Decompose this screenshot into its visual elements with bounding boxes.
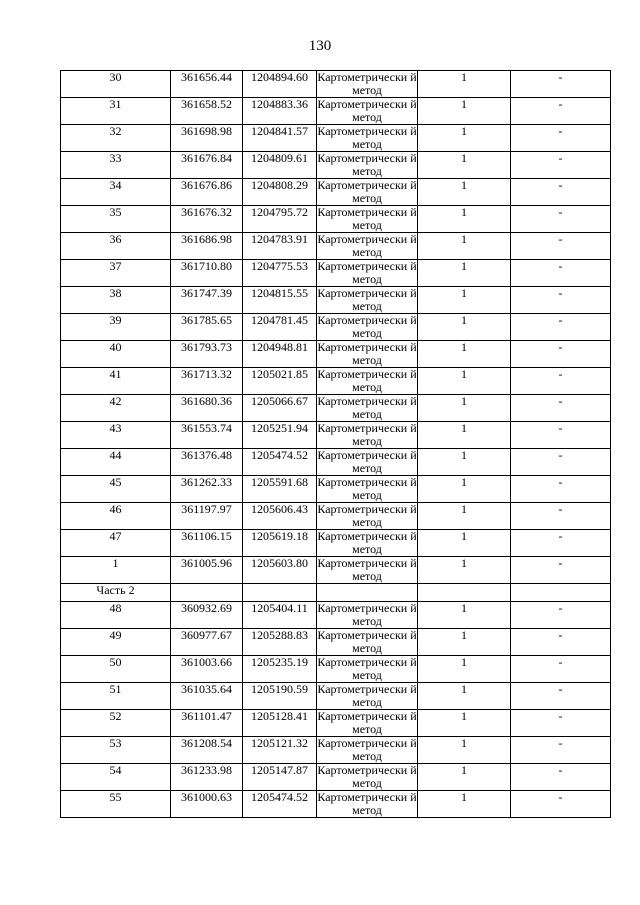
method-cell: Картометрически й метод xyxy=(317,628,417,655)
point-number-cell: 55 xyxy=(61,791,171,818)
x-coordinate-cell: 361376.48 xyxy=(171,449,243,476)
x-coordinate-cell: 361003.66 xyxy=(171,656,243,683)
y-coordinate-cell: 1204815.55 xyxy=(243,287,317,314)
note-cell: - xyxy=(511,656,611,683)
table-row xyxy=(61,737,611,764)
point-number-cell: 49 xyxy=(61,629,171,656)
accuracy-cell: 1 xyxy=(418,503,511,530)
x-coordinate-cell: 361713.32 xyxy=(171,368,243,395)
y-coordinate-cell: 1204808.29 xyxy=(243,179,317,206)
table-row xyxy=(61,530,611,557)
accuracy-cell: 1 xyxy=(418,557,511,584)
note-cell: - xyxy=(511,503,611,530)
point-number-cell: 51 xyxy=(61,683,171,710)
y-coordinate-cell: 1204841.57 xyxy=(243,125,317,152)
method-cell: Картометрически й метод xyxy=(317,448,417,475)
method-cell: Картометрически й метод xyxy=(317,124,417,151)
accuracy-cell: 1 xyxy=(418,125,511,152)
point-number-cell: 39 xyxy=(61,314,171,341)
point-number-cell: 38 xyxy=(61,287,171,314)
note-cell: - xyxy=(511,71,611,98)
y-coordinate-cell: 1204783.91 xyxy=(243,233,317,260)
table-row xyxy=(61,557,611,584)
y-coordinate-cell: 1205251.94 xyxy=(243,422,317,449)
coordinates-table xyxy=(60,70,611,818)
accuracy-cell: 1 xyxy=(418,368,511,395)
table-row xyxy=(61,206,611,233)
note-cell: - xyxy=(511,530,611,557)
note-cell: - xyxy=(511,260,611,287)
note-cell: - xyxy=(511,206,611,233)
point-number-cell: 37 xyxy=(61,260,171,287)
point-number-cell: 41 xyxy=(61,368,171,395)
point-number-cell: 32 xyxy=(61,125,171,152)
note-cell: - xyxy=(511,341,611,368)
note-cell: - xyxy=(511,683,611,710)
accuracy-cell: 1 xyxy=(418,683,511,710)
table-row xyxy=(61,449,611,476)
accuracy-cell: 1 xyxy=(418,449,511,476)
point-number-cell: 53 xyxy=(61,737,171,764)
x-coordinate-cell: 361656.44 xyxy=(171,71,243,98)
y-coordinate-cell: 1205288.83 xyxy=(243,629,317,656)
table-row xyxy=(61,422,611,449)
y-coordinate-cell: 1204894.60 xyxy=(243,71,317,98)
point-number-cell: 40 xyxy=(61,341,171,368)
point-number-cell: 42 xyxy=(61,395,171,422)
note-cell: - xyxy=(511,449,611,476)
table-row xyxy=(61,98,611,125)
table-row xyxy=(61,503,611,530)
accuracy-cell: 1 xyxy=(418,656,511,683)
method-cell: Картометрически й метод xyxy=(317,601,417,628)
table-row xyxy=(61,71,611,98)
x-coordinate-cell: 361000.63 xyxy=(171,791,243,818)
table-row xyxy=(61,179,611,206)
point-number-cell: 54 xyxy=(61,764,171,791)
method-cell: Картометрически й метод xyxy=(317,790,417,817)
method-cell: Картометрически й метод xyxy=(317,151,417,178)
y-coordinate-cell: 1205128.41 xyxy=(243,710,317,737)
accuracy-cell: 1 xyxy=(418,476,511,503)
y-coordinate-cell: 1204795.72 xyxy=(243,206,317,233)
accuracy-cell: 1 xyxy=(418,602,511,629)
method-cell: Картометрически й метод xyxy=(317,709,417,736)
empty-cell xyxy=(418,584,511,602)
accuracy-cell: 1 xyxy=(418,152,511,179)
point-number-cell: 45 xyxy=(61,476,171,503)
table-row xyxy=(61,287,611,314)
table-row xyxy=(61,314,611,341)
note-cell: - xyxy=(511,152,611,179)
y-coordinate-cell: 1205474.52 xyxy=(243,449,317,476)
note-cell: - xyxy=(511,98,611,125)
point-number-cell: 48 xyxy=(61,602,171,629)
x-coordinate-cell: 361005.96 xyxy=(171,557,243,584)
point-number-cell: 43 xyxy=(61,422,171,449)
x-coordinate-cell: 361208.54 xyxy=(171,737,243,764)
x-coordinate-cell: 361197.97 xyxy=(171,503,243,530)
method-cell: Картометрически й метод xyxy=(317,178,417,205)
accuracy-cell: 1 xyxy=(418,422,511,449)
method-cell: Картометрически й метод xyxy=(317,421,417,448)
note-cell: - xyxy=(511,710,611,737)
x-coordinate-cell: 361793.73 xyxy=(171,341,243,368)
x-coordinate-cell: 361658.52 xyxy=(171,98,243,125)
method-cell: Картометрически й метод xyxy=(317,340,417,367)
x-coordinate-cell: 361676.86 xyxy=(171,179,243,206)
empty-cell xyxy=(171,584,243,602)
point-number-cell: 33 xyxy=(61,152,171,179)
point-number-cell: 35 xyxy=(61,206,171,233)
x-coordinate-cell: 361233.98 xyxy=(171,764,243,791)
x-coordinate-cell: 361686.98 xyxy=(171,233,243,260)
y-coordinate-cell: 1205619.18 xyxy=(243,530,317,557)
table-row xyxy=(61,656,611,683)
point-number-cell: 34 xyxy=(61,179,171,206)
accuracy-cell: 1 xyxy=(418,341,511,368)
section-label: Часть 2 xyxy=(61,584,171,602)
method-cell: Картометрически й метод xyxy=(317,475,417,502)
x-coordinate-cell: 361106.15 xyxy=(171,530,243,557)
method-cell: Картометрически й метод xyxy=(317,655,417,682)
table-row xyxy=(61,629,611,656)
table-row xyxy=(61,341,611,368)
x-coordinate-cell: 361747.39 xyxy=(171,287,243,314)
note-cell: - xyxy=(511,314,611,341)
point-number-cell: 1 xyxy=(61,557,171,584)
x-coordinate-cell: 361101.47 xyxy=(171,710,243,737)
method-cell: Картометрически й метод xyxy=(317,97,417,124)
y-coordinate-cell: 1204883.36 xyxy=(243,98,317,125)
method-cell: Картометрически й метод xyxy=(317,70,417,97)
page-number: 130 xyxy=(308,38,332,54)
accuracy-cell: 1 xyxy=(418,395,511,422)
accuracy-cell: 1 xyxy=(418,233,511,260)
table-row xyxy=(61,233,611,260)
method-cell: Картометрически й метод xyxy=(317,286,417,313)
note-cell: - xyxy=(511,395,611,422)
accuracy-cell: 1 xyxy=(418,737,511,764)
table-row xyxy=(61,260,611,287)
accuracy-cell: 1 xyxy=(418,179,511,206)
point-number-cell: 52 xyxy=(61,710,171,737)
accuracy-cell: 1 xyxy=(418,791,511,818)
point-number-cell: 36 xyxy=(61,233,171,260)
x-coordinate-cell: 360977.67 xyxy=(171,629,243,656)
point-number-cell: 44 xyxy=(61,449,171,476)
x-coordinate-cell: 361785.65 xyxy=(171,314,243,341)
x-coordinate-cell: 361680.36 xyxy=(171,395,243,422)
table-row xyxy=(61,125,611,152)
y-coordinate-cell: 1204809.61 xyxy=(243,152,317,179)
point-number-cell: 47 xyxy=(61,530,171,557)
point-number-cell: 50 xyxy=(61,656,171,683)
table-row xyxy=(61,791,611,818)
y-coordinate-cell: 1205591.68 xyxy=(243,476,317,503)
empty-cell xyxy=(317,584,418,602)
point-number-cell: 31 xyxy=(61,98,171,125)
accuracy-cell: 1 xyxy=(418,287,511,314)
method-cell: Картометрически й метод xyxy=(317,232,417,259)
y-coordinate-cell: 1204775.53 xyxy=(243,260,317,287)
note-cell: - xyxy=(511,764,611,791)
accuracy-cell: 1 xyxy=(418,764,511,791)
method-cell: Картометрически й метод xyxy=(317,736,417,763)
accuracy-cell: 1 xyxy=(418,71,511,98)
x-coordinate-cell: 361262.33 xyxy=(171,476,243,503)
table-row xyxy=(61,764,611,791)
x-coordinate-cell: 361035.64 xyxy=(171,683,243,710)
note-cell: - xyxy=(511,422,611,449)
method-cell: Картометрически й метод xyxy=(317,367,417,394)
point-number-cell: 30 xyxy=(61,71,171,98)
empty-cell xyxy=(511,584,611,602)
y-coordinate-cell: 1205190.59 xyxy=(243,683,317,710)
method-cell: Картометрически й метод xyxy=(317,763,417,790)
method-cell: Картометрически й метод xyxy=(317,394,417,421)
table-row xyxy=(61,683,611,710)
y-coordinate-cell: 1205603.80 xyxy=(243,557,317,584)
note-cell: - xyxy=(511,233,611,260)
note-cell: - xyxy=(511,791,611,818)
y-coordinate-cell: 1205121.32 xyxy=(243,737,317,764)
y-coordinate-cell: 1205021.85 xyxy=(243,368,317,395)
accuracy-cell: 1 xyxy=(418,530,511,557)
empty-cell xyxy=(243,584,317,602)
note-cell: - xyxy=(511,125,611,152)
point-number-cell: 46 xyxy=(61,503,171,530)
note-cell: - xyxy=(511,737,611,764)
method-cell: Картометрически й метод xyxy=(317,529,417,556)
y-coordinate-cell: 1205404.11 xyxy=(243,602,317,629)
table-row xyxy=(61,395,611,422)
y-coordinate-cell: 1205066.67 xyxy=(243,395,317,422)
accuracy-cell: 1 xyxy=(418,629,511,656)
y-coordinate-cell: 1205606.43 xyxy=(243,503,317,530)
method-cell: Картометрически й метод xyxy=(317,259,417,286)
section-row xyxy=(61,584,611,602)
x-coordinate-cell: 360932.69 xyxy=(171,602,243,629)
y-coordinate-cell: 1204781.45 xyxy=(243,314,317,341)
x-coordinate-cell: 361553.74 xyxy=(171,422,243,449)
x-coordinate-cell: 361676.84 xyxy=(171,152,243,179)
y-coordinate-cell: 1204948.81 xyxy=(243,341,317,368)
coordinates-table-body xyxy=(61,71,611,818)
y-coordinate-cell: 1205235.19 xyxy=(243,656,317,683)
x-coordinate-cell: 361676.32 xyxy=(171,206,243,233)
table-row xyxy=(61,710,611,737)
note-cell: - xyxy=(511,287,611,314)
method-cell: Картометрически й метод xyxy=(317,556,417,583)
note-cell: - xyxy=(511,368,611,395)
accuracy-cell: 1 xyxy=(418,206,511,233)
method-cell: Картометрически й метод xyxy=(317,205,417,232)
note-cell: - xyxy=(511,557,611,584)
y-coordinate-cell: 1205474.52 xyxy=(243,791,317,818)
method-cell: Картометрически й метод xyxy=(317,682,417,709)
y-coordinate-cell: 1205147.87 xyxy=(243,764,317,791)
method-cell: Картометрически й метод xyxy=(317,502,417,529)
note-cell: - xyxy=(511,476,611,503)
table-row xyxy=(61,602,611,629)
note-cell: - xyxy=(511,629,611,656)
table-row xyxy=(61,368,611,395)
method-cell: Картометрически й метод xyxy=(317,313,417,340)
accuracy-cell: 1 xyxy=(418,98,511,125)
accuracy-cell: 1 xyxy=(418,314,511,341)
x-coordinate-cell: 361698.98 xyxy=(171,125,243,152)
note-cell: - xyxy=(511,179,611,206)
table-row xyxy=(61,476,611,503)
table-row xyxy=(61,152,611,179)
note-cell: - xyxy=(511,602,611,629)
accuracy-cell: 1 xyxy=(418,260,511,287)
x-coordinate-cell: 361710.80 xyxy=(171,260,243,287)
accuracy-cell: 1 xyxy=(418,710,511,737)
